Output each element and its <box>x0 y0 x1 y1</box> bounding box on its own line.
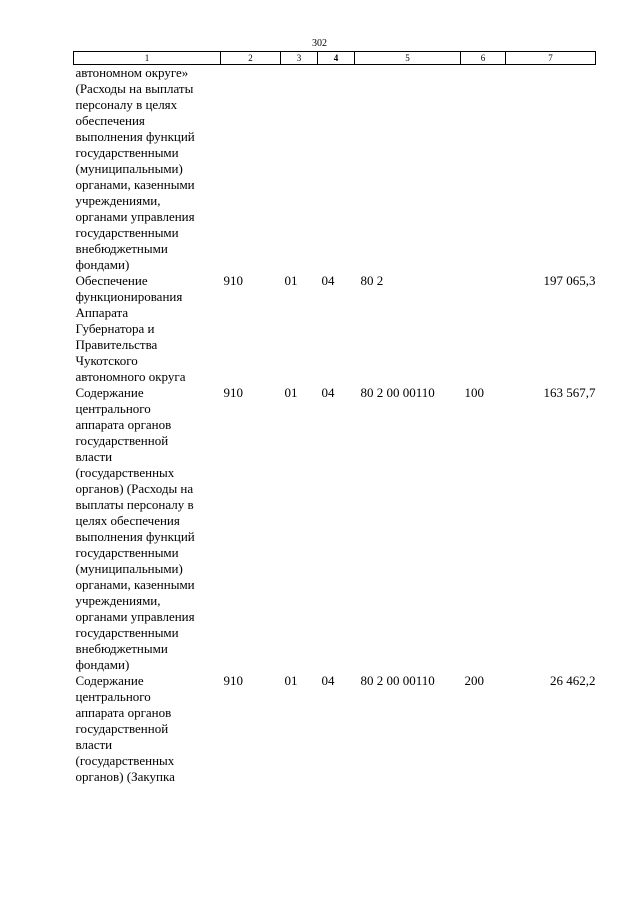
row-name: Обеспечение функционирования Аппарата Губернатора и Правительства Чукотского автономного округа <box>75 273 186 384</box>
table-row <box>74 65 596 274</box>
header-col-7: 7 <box>506 52 596 65</box>
row-amount <box>506 65 596 274</box>
table-header <box>74 52 596 65</box>
row-subsection-code: 04 <box>321 273 335 288</box>
row-section-code <box>281 65 318 274</box>
row-name: автономном округе» (Расходы на выплаты персоналу в целях обеспечения выполнения функций государственными (муниципальными) органами, казенными учреждениями, органами управления государственными внебюджетными фондами) <box>75 65 195 272</box>
table-body <box>74 65 596 786</box>
row-admin-code: 910 <box>223 273 243 288</box>
row-amount: 26 462,2 <box>550 673 596 688</box>
header-col-2: 2 <box>221 52 281 65</box>
header-col-3: 3 <box>281 52 318 65</box>
row-admin-code <box>221 65 281 274</box>
row-amount: 163 567,7 <box>543 385 596 400</box>
row-amount: 197 065,3 <box>543 273 596 288</box>
table-row <box>74 673 596 785</box>
page-number: 302 <box>312 38 327 49</box>
row-admin-code: 910 <box>223 673 243 688</box>
header-row <box>74 52 596 65</box>
row-subsection-code: 04 <box>321 673 335 688</box>
table-row <box>74 273 596 385</box>
table-row <box>74 385 596 673</box>
row-expense-type <box>461 273 506 385</box>
row-expense-type <box>461 65 506 274</box>
row-section-code: 01 <box>284 273 298 288</box>
row-article-code: 80 2 00 00110 <box>360 673 435 688</box>
row-article-code: 80 2 <box>360 273 384 288</box>
row-name: Содержание центрального аппарата органов государственной власти (государственных органов) (Закупка <box>75 673 175 784</box>
row-section-code: 01 <box>284 385 298 400</box>
row-expense-type: 100 <box>464 385 484 400</box>
header-col-6: 6 <box>461 52 506 65</box>
header-col-1: 1 <box>74 52 221 65</box>
row-article-code: 80 2 00 00110 <box>360 385 435 400</box>
row-subsection-code <box>318 65 355 274</box>
row-section-code: 01 <box>284 673 298 688</box>
budget-table <box>73 51 596 785</box>
header-col-4: 4 <box>318 52 355 65</box>
row-article-code <box>355 65 461 274</box>
row-expense-type: 200 <box>464 673 484 688</box>
row-admin-code: 910 <box>223 385 243 400</box>
row-subsection-code: 04 <box>321 385 335 400</box>
row-name: Содержание центрального аппарата органов государственной власти (государственных органов) (Расходы на выплаты персоналу в целях обеспечения выполнения функций государственными (муниципальными) органами, казенными учреждениями, органами управления государственными внебюджетными фондами) <box>75 385 195 672</box>
header-col-5: 5 <box>355 52 461 65</box>
